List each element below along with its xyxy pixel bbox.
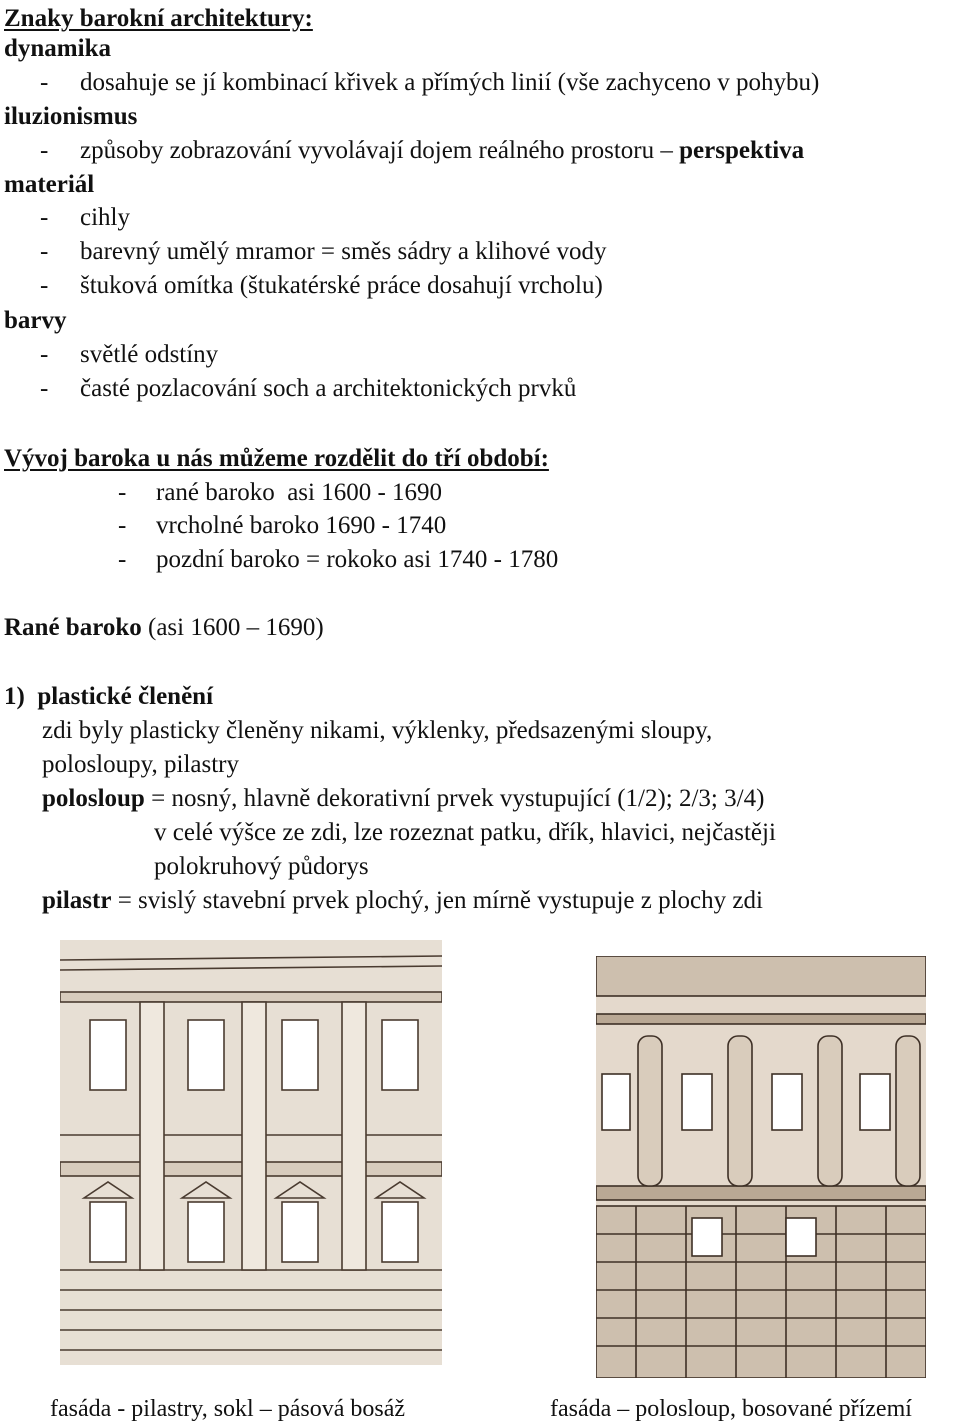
period-item: pozdní baroko = rokoko asi 1740 - 1780	[156, 546, 559, 573]
dash: -	[40, 341, 49, 368]
term-iluzionismus: iluzionismus	[4, 103, 138, 130]
dash: -	[40, 204, 49, 231]
main-heading: Znaky barokní architektury:	[4, 5, 313, 32]
material-item: barevný umělý mramor = směs sádry a klihové vody	[80, 238, 607, 265]
dynamika-item: dosahuje se jí kombinací křivek a přímých linií (vše zachyceno v pohybu)	[80, 69, 820, 96]
dash: -	[40, 69, 49, 96]
definition-polosloup: polosloup = nosný, hlavně dekorativní prvek vystupující (1/2); 2/3; 3/4)	[42, 785, 765, 812]
barvy-item: světlé odstíny	[80, 341, 219, 368]
facade-halfcolumns-drawing	[596, 956, 926, 1378]
dash: -	[118, 512, 127, 539]
paragraph-line: polosloupy, pilastry	[42, 751, 239, 778]
term-perspektiva: perspektiva	[679, 137, 805, 164]
dash: -	[40, 272, 49, 299]
section-title-rane: Rané baroko (asi 1600 – 1690)	[4, 614, 324, 641]
iluzionismus-item: způsoby zobrazování vyvolávají dojem reálného prostoru – perspektiva	[80, 137, 805, 164]
definition-pilastr: pilastr = svislý stavební prvek plochý, jen mírně vystupuje z plochy zdi	[42, 887, 763, 914]
period-item: vrcholné baroko 1690 - 1740	[156, 512, 447, 539]
term-material: materiál	[4, 171, 95, 198]
subsection-plasticke: 1) plastické členění	[4, 683, 214, 710]
dash: -	[118, 546, 127, 573]
paragraph-line: zdi byly plasticky členěny nikami, výklenky, předsazenými sloupy,	[42, 717, 713, 744]
definition-line: v celé výšce ze zdi, lze rozeznat patku, dřík, hlavici, nejčastěji	[154, 819, 776, 846]
period-item: rané baroko asi 1600 - 1690	[156, 479, 443, 506]
dash: -	[40, 238, 49, 265]
caption-left: fasáda - pilastry, sokl – pásová bosáž	[50, 1396, 406, 1422]
definition-line: polokruhový půdorys	[154, 853, 369, 880]
facade-pilasters-drawing	[60, 940, 442, 1365]
barvy-item: časté pozlacování soch a architektonických prvků	[80, 375, 577, 402]
caption-right: fasáda – polosloup, bosované přízemí	[550, 1396, 912, 1422]
dash: -	[118, 479, 127, 506]
term-dynamika: dynamika	[4, 35, 111, 62]
dash: -	[40, 375, 49, 402]
material-item: štuková omítka (štukatérské práce dosahují vrcholu)	[80, 272, 603, 299]
material-item: cihly	[80, 204, 130, 231]
section-title-vyvoj: Vývoj baroka u nás můžeme rozdělit do tří období:	[4, 445, 549, 472]
term-barvy: barvy	[4, 307, 67, 334]
dash: -	[40, 137, 49, 164]
